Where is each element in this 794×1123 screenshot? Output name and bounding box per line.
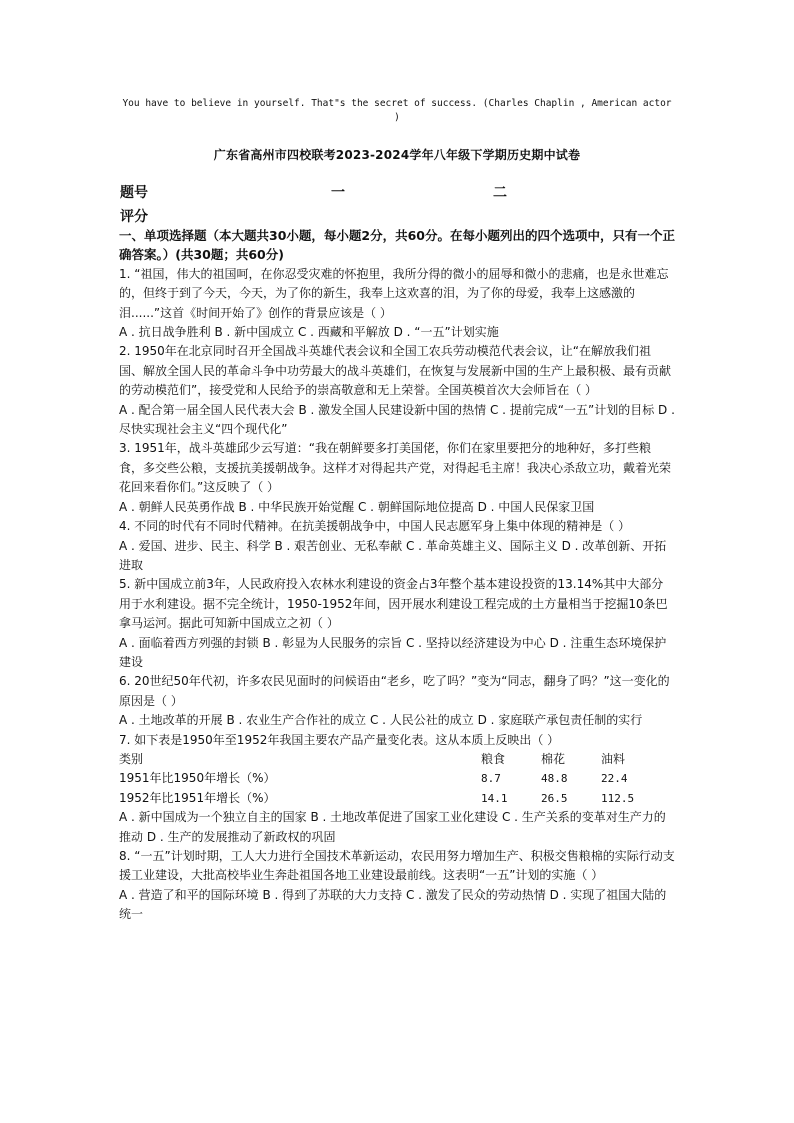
question-stem: 1. “祖国，伟大的祖国呵，在你忍受灾难的怀抱里，我所分得的微小的屈辱和微小的悲痛，也是永世难忘的，但终于到了今天，今天，为了你的新生，我奉上这欢喜的泪，为了你的母爱，我奉上这感激的泪......”这首《时间开始了》创作的背景应该是（ ） (119, 266, 669, 320)
question-options: A . 新中国成为一个独立自主的国家 B . 土地改革促进了国家工业化建设 C . 生产关系的变革对生产力的推动 D . 生产的发展推动了新政权的巩固 (119, 810, 666, 844)
question-5 (119, 575, 675, 672)
question-stem: 5. 新中国成立前3年，人民政府投入农林水利建设的资金占3年整个基本建设投资的13.14%其中大部分用于水利建设。据不完全统计，1950-1952年间，因开展水利建设工程完成的土方量相当于挖掘10条巴拿马运河。据此可知新中国成立之初（ ） (119, 577, 668, 631)
table-cell: 26.5 (541, 791, 568, 805)
table-cell: 1952年比1951年增长（%） (119, 790, 276, 805)
table-cell: 22.4 (601, 772, 628, 786)
question-stem: 7. 如下表是1950年至1952年我国主要农产品产量变化表。这从本质上反映出（ ） (119, 732, 560, 747)
question-options: A . 朝鲜人民英勇作战 B . 中华民族开始觉醒 C . 朝鲜国际地位提高 D . 中国人民保家卫国 (119, 499, 595, 514)
table-row (119, 769, 675, 788)
question-stem: 2. 1950年在北京同时召开全国战斗英雄代表会议和全国工农兵劳动模范代表会议，让“在解放我们祖国、解放全国人民的革命斗争中功劳最大的战斗英雄们，在恢复与发展新中国的生产上最积极、最有贡献的劳动模范们”，接受党和人民给予的崇高敬意和无上荣誉。全国英模首次大会师旨在（ ） (119, 344, 672, 398)
score-label: 评分 (120, 209, 148, 225)
table-row (119, 789, 675, 808)
question-8 (119, 847, 675, 925)
table-cell: 112.5 (601, 791, 635, 805)
table-header-cell: 棉花 (541, 751, 566, 766)
question-number-label: 题号 (120, 185, 148, 201)
question-options: A . 土地改革的开展 B . 农业生产合作社的成立 C . 人民公社的成立 D . 家庭联产承包责任制的实行 (119, 713, 643, 728)
exam-content (119, 226, 675, 925)
table-header-cell: 油料 (601, 751, 626, 766)
question-options: A . 配合第一届全国人民代表大会 B . 激发全国人民建设新中国的热情 C . 提前完成“一五”计划的目标 D . 尽快实现社会主义“四个现代化” (119, 402, 675, 437)
question-stem: 6. 20世纪50年代初，许多农民见面时的问候语由“老乡，吃了吗？”变为“同志，翻身了吗？”这一变化的原因是（ ） (119, 674, 670, 708)
section-one-column: 一 (331, 185, 345, 201)
table-cell: 1951年比1950年增长（%） (119, 771, 276, 786)
question-options: A . 爱国、进步、民主、科学 B . 艰苦创业、无私奉献 C . 革命英雄主义、国际主义 D . 改革创新、开拓进取 (119, 538, 667, 572)
table-cell: 14.1 (481, 791, 508, 805)
question-1 (119, 265, 675, 343)
table-header-cell: 类别 (119, 751, 144, 766)
table-header-cell: 粮食 (481, 751, 506, 766)
question-options: A . 面临着西方列强的封锁 B . 彰显为人民服务的宗旨 C . 坚持以经济建设为中心 D . 注重生态环境保护建设 (119, 635, 667, 669)
exam-title: 广东省高州市四校联考2023-2024学年八年级下学期历史期中试卷 (213, 148, 581, 162)
section-one-header: 一、单项选择题（本大题共30小题，每小题2分，共60分。在每小题列出的四个选项中，只有一个正确答案。）(共30题；共60分) (119, 228, 675, 263)
score-table-header-row (120, 182, 680, 206)
question-3 (119, 439, 675, 517)
question-2 (119, 342, 675, 439)
question-options: A . 抗日战争胜利 B . 新中国成立 C . 西藏和平解放 D . “一五”计划实施 (119, 325, 499, 340)
score-table (120, 182, 680, 230)
question-6 (119, 672, 675, 730)
question-options: A . 营造了和平的国际环境 B . 得到了苏联的大力支持 C . 激发了民众的劳动热情 D . 实现了祖国大陆的统一 (119, 887, 667, 922)
table-header-row (119, 750, 675, 769)
question-7 (119, 731, 675, 847)
question-stem: 4. 不同的时代有不同时代精神。在抗美援朝战争中，中国人民志愿军身上集中体现的精神是（ ） (119, 519, 631, 534)
question-stem: 3. 1951年，战斗英雄邱少云写道：“我在朝鲜要多打美国佬，你们在家里要把分的地种好，多打些粮食，多交些公粮，支援抗美援朝战争。这样才对得起共产党，对得起毛主席！我决心杀敌立功，戴着光荣花回来看你们。”这反映了（ ） (119, 441, 672, 495)
motto-quote: You have to believe in yourself. That"s the secret of success. (Charles Chaplin , American actor ) (122, 98, 672, 123)
question-stem: 8. “一五”计划时期，工人大力进行全国技术革新运动，农民用努力增加生产、积极交售粮棉的实际行动支援工业建设，大批高校毕业生奔赴祖国各地工业建设最前线。这表明“一五”计划的实施（ ） (119, 849, 675, 883)
table-cell: 8.7 (481, 772, 501, 786)
production-table (119, 750, 675, 808)
question-4 (119, 517, 675, 575)
section-two-column: 二 (493, 185, 507, 201)
table-cell: 48.8 (541, 772, 568, 786)
